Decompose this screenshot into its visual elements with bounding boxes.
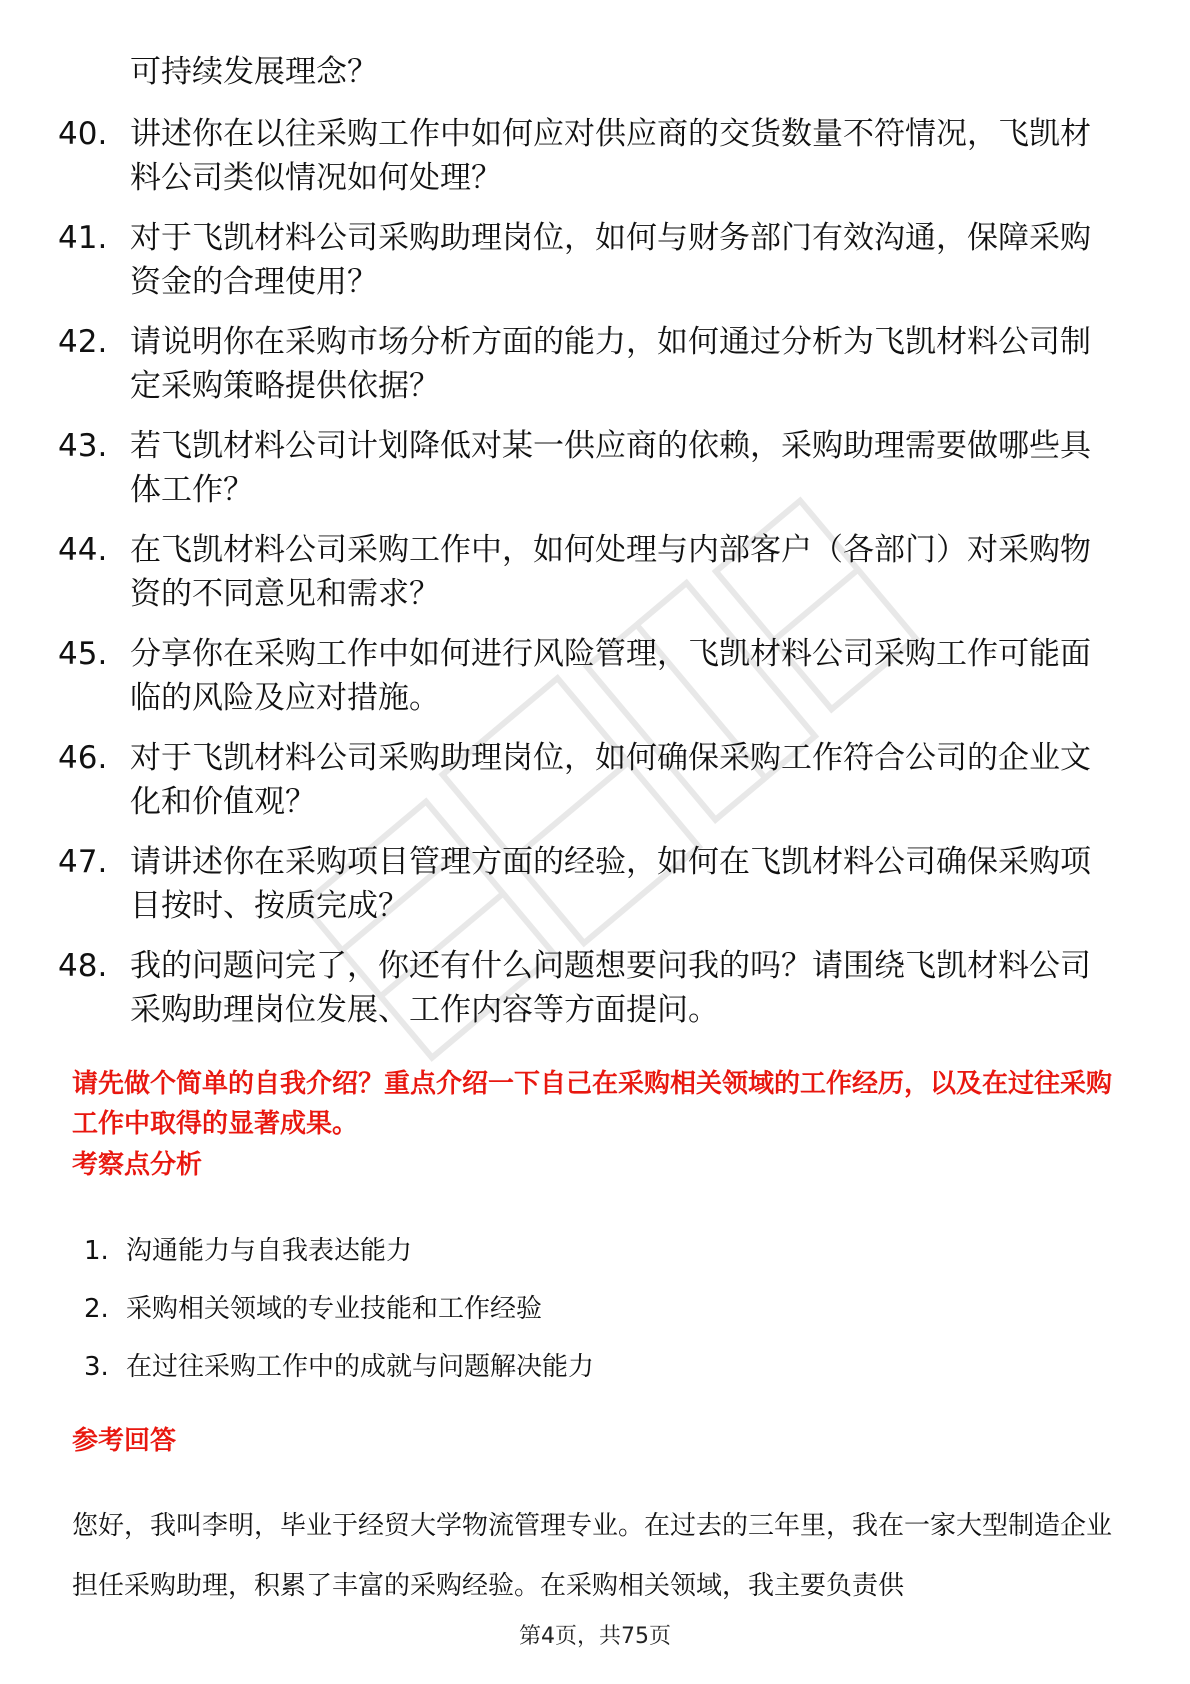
question-item — [58, 216, 1118, 304]
question-number: 44. — [58, 532, 108, 568]
point-number: 1. — [84, 1236, 109, 1266]
question-number: 43. — [58, 428, 108, 464]
question-item — [58, 320, 1118, 408]
question-number: 40. — [58, 116, 108, 152]
question-text: 对于飞凯材料公司采购助理岗位，如何确保采购工作符合公司的企业文化和价值观？ — [130, 740, 1091, 820]
question-item — [58, 736, 1118, 824]
question-text: 若飞凯材料公司计划降低对某一供应商的依赖，采购助理需要做哪些具体工作？ — [130, 428, 1091, 508]
point-number: 3. — [84, 1352, 109, 1382]
question-number: 48. — [58, 948, 108, 984]
question-continuation: 可持续发展理念？ — [130, 54, 378, 90]
question-text: 对于飞凯材料公司采购助理岗位，如何与财务部门有效沟通，保障采购资金的合理使用？ — [130, 220, 1091, 300]
question-text: 请讲述你在采购项目管理方面的经验，如何在飞凯材料公司确保采购项目按时、按质完成？ — [130, 844, 1091, 924]
point-text: 在过往采购工作中的成就与问题解决能力 — [126, 1352, 595, 1382]
question-item — [58, 424, 1118, 512]
analysis-point — [84, 1350, 984, 1384]
question-number: 47. — [58, 844, 108, 880]
question-text: 我的问题问完了，你还有什么问题想要问我的吗？请围绕飞凯材料公司采购助理岗位发展、工作内容等方面提问。 — [130, 948, 1091, 1028]
point-number: 2. — [84, 1294, 109, 1324]
question-item — [58, 112, 1118, 200]
analysis-point — [84, 1292, 984, 1326]
point-text: 采购相关领域的专业技能和工作经验 — [126, 1294, 543, 1324]
question-item — [58, 840, 1118, 928]
question-number: 42. — [58, 324, 108, 360]
question-item — [58, 632, 1118, 720]
question-text: 讲述你在以往采购工作中如何应对供应商的交货数量不符情况，飞凯材料公司类似情况如何处理？ — [130, 116, 1091, 196]
analysis-points — [84, 1234, 984, 1408]
question-number: 45. — [58, 636, 108, 672]
question-item — [58, 944, 1118, 1032]
question-text: 分享你在采购工作中如何进行风险管理，飞凯材料公司采购工作可能面临的风险及应对措施。 — [130, 636, 1091, 716]
question-list — [58, 112, 1118, 1048]
question-number: 46. — [58, 740, 108, 776]
highlight-question: 请先做个简单的自我介绍？重点介绍一下自己在采购相关领域的工作经历，以及在过往采购工作中取得的显著成果。 — [72, 1069, 1113, 1139]
reference-title: 参考回答 — [72, 1426, 177, 1456]
question-text: 请说明你在采购市场分析方面的能力，如何通过分析为飞凯材料公司制定采购策略提供依据？ — [130, 324, 1091, 404]
point-text: 沟通能力与自我表达能力 — [126, 1236, 413, 1266]
analysis-title: 考察点分析 — [72, 1150, 203, 1180]
analysis-point — [84, 1234, 984, 1268]
question-text: 在飞凯材料公司采购工作中，如何处理与内部客户（各部门）对采购物资的不同意见和需求？ — [130, 532, 1091, 612]
reference-answer: 您好，我叫李明，毕业于经贸大学物流管理专业。在过去的三年里，我在一家大型制造企业担任采购助理，积累了丰富的采购经验。在采购相关领域，我主要负责供 — [72, 1511, 1113, 1601]
page-footer: 第4页，共75页 — [519, 1624, 671, 1649]
question-number: 41. — [58, 220, 108, 256]
question-item — [58, 528, 1118, 616]
